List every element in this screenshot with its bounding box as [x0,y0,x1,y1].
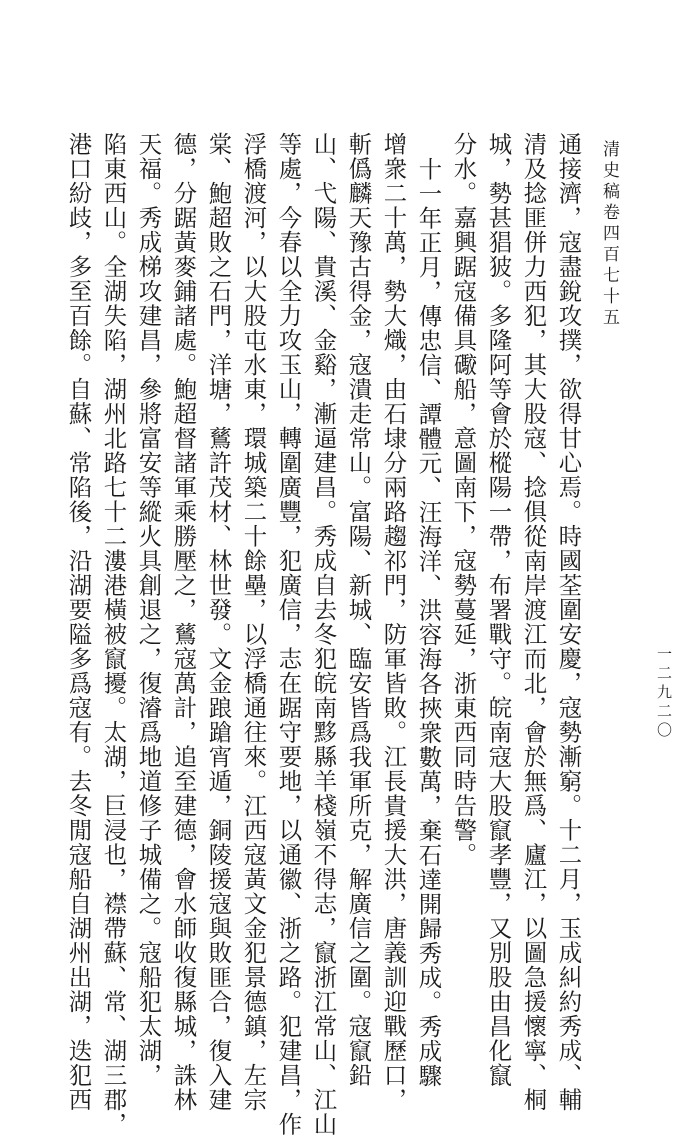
text-column: 浮橋渡河，以大股屯水東，環城築二十餘壘，以浮橋通往來。江西寇黃文金犯景德鎮，左宗 [239,132,268,1112]
page-number: 一二九二〇 [655,646,673,741]
text-column: 十一年正月，傳忠信、譚體元、汪海洋、洪容海各挾衆數萬，棄石達開歸秀成。秀成驟 [414,157,443,1088]
text-column: 棠、鮑超敗之石門，洋塘，鶿許茂材、林世發。文金踉蹌宵遁，銅陵援寇與敗匪合，復入建 [204,132,233,1112]
text-column: 通接濟，寇盡銳攻撲，欲得甘心焉。時國荃圍安慶，寇勢漸窮。十二月，玉成糾約秀成、輔 [554,132,583,1112]
text-column: 港口紛歧，多至百餘。自蘇、常陷後，沿湖要隘多爲寇有。去冬閒寇船自湖州出湖，迭犯西 [64,132,93,1112]
text-column: 陷東西山。全湖失陷，湖州北路七十二漊港橫被竄擾。太湖，巨浸也，襟帶蘇、常、湖三郡， [99,132,128,1137]
text-column: 天福。秀成梯攻建昌，參將富安等縱火具創退之，復濬爲地道修子城備之。寇船犯太湖， [134,132,163,1088]
text-column: 增衆二十萬，勢大熾，由石埭分兩路趨祁門，防軍皆敗。江長貴援大洪，唐義訓迎戰歷口， [379,132,408,1112]
text-column: 等處，今春以全力攻玉山，轉圍廣豐，犯廣信，志在踞守要地，以通徽、浙之路。犯建昌，作 [274,132,303,1137]
book-title: 清史稿卷四百七十五 [599,140,619,329]
text-column: 斬僞麟天豫古得金，寇潰走常山。富陽、新城、臨安皆爲我軍所克，解廣信之圍。寇竄鉛 [344,132,373,1088]
text-column: 山、弋陽、貴溪、金谿，漸逼建昌。秀成自去冬犯皖南黟縣羊棧嶺不得志，竄浙江常山、江山 [309,132,338,1137]
text-column: 分水。嘉興踞寇備具礮船，意圖南下，寇勢蔓延，浙東西同時告警。 [449,132,478,867]
text-column: 城，勢甚猖狓。多隆阿等會於樅陽一帶，布署戰守。皖南寇大股竄孝豐，又別股由昌化竄 [484,132,513,1088]
text-column: 清及捻匪併力西犯，其大股寇、捻俱從南岸渡江而北，會於無爲、廬江，以圖急援懷寧、桐 [519,132,548,1112]
text-column: 德，分踞黃麥鋪諸處。鮑超督諸軍乘勝壓之，鶿寇萬計，追至建德，會水師收復縣城，誅林 [169,132,198,1112]
